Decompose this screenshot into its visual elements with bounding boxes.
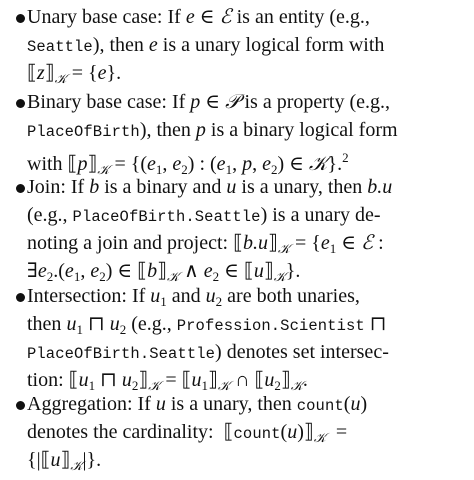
line-2-3: with $⟦p⟧_𝒦 = \{(e_1$, $e_2$) : ($e_1$, p, $e_2$) ∈ 𝒦}.$^2$ [27,150,349,177]
line-1-2: Seattle), then e is a unary logical form with [27,34,385,56]
line-4-2: then $u_1$ ⊓ $u_2$ (e.g., Profession.Scientist ⊓ [27,313,387,337]
line-3-3: noting a join and project: $⟦b.u⟧_𝒦 = \{e_1$ ∈ ℰ : [27,232,384,256]
line-4-4: tion: $⟦u_1$ ⊓ $u_2⟧_𝒦$ = $⟦u_1⟧_𝒦$ ∩ $⟦u_2⟧_𝒦$. [27,369,308,393]
line-1-1: Unary base case: If e ∈ ℰ is an entity (e.g., [27,6,370,28]
line-3-4: $\exists e_2.(e_1$, $e_2$) ∈ $⟦b⟧_𝒦$ ∧ $e_2$ ∈ $⟦u⟧_𝒦$}. [27,260,301,284]
line-1-3: $⟦z⟧_𝒦 = \{e\}$. [27,62,122,86]
bullet-icon [16,293,25,302]
line-2-1: Binary base case: If p ∈ 𝒫 is a property (e.g., [27,91,391,113]
line-4-1: Intersection: If $u_1$ and $u_2$ are both unaries, [27,285,360,309]
line-3-2: (e.g., PlaceOfBirth.Seattle) is a unary de- [27,204,381,226]
bullet-icon [16,99,25,108]
line-5-2: denotes the cardinality: $⟦count(u)⟧_𝒦$ = [27,421,348,445]
bullet-icon [16,401,25,410]
line-2-2: PlaceOfBirth), then p is a binary logical form [27,119,398,141]
bullet-icon [16,14,25,23]
line-5-3: $\{|⟦u⟧_𝒦|\}$. [27,449,102,473]
line-3-1: Join: If b is a binary and u is a unary, then b.u [27,176,393,198]
line-4-3: PlaceOfBirth.Seattle) denotes set intersec- [27,341,389,363]
bullet-icon [16,184,25,193]
line-5-1: Aggregation: If u is a unary, then count(u) [27,393,368,415]
